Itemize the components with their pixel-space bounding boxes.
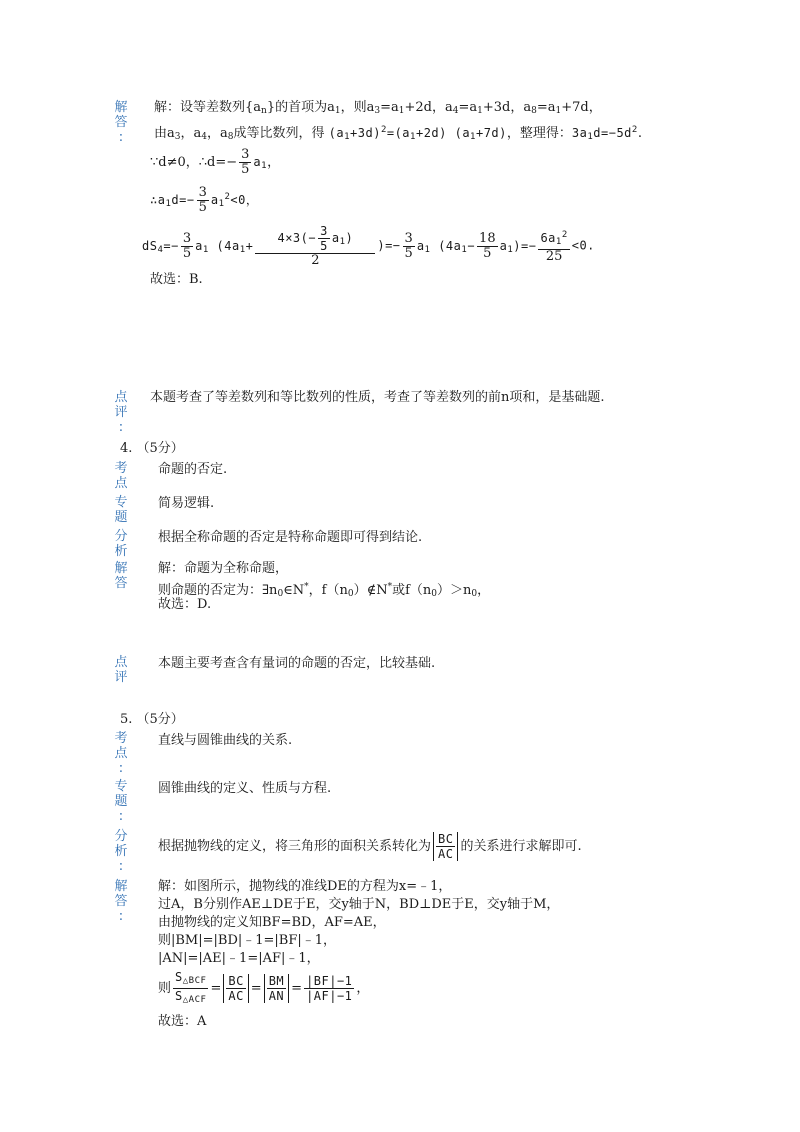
text: 1 [239,244,246,255]
label-char: 答 [114,115,128,130]
numerator [255,224,375,254]
math-expression [211,193,259,207]
text: AC [228,989,244,1003]
label-char: 考 [114,461,128,476]
text: +2d) (a [415,126,471,140]
text: + [245,238,254,253]
text: 1 [202,244,209,255]
q5-jieda-line-2: 过A，B分别作AE⊥DE于E，交y轴于N，BD⊥DE于E，交y轴于M， [158,897,560,912]
label-char: 题 [114,510,128,525]
fraction [538,228,569,264]
text: d=−5d [593,126,632,140]
text: =a [380,100,399,115]
label-char: 点 [114,746,128,761]
label-char: : [118,420,124,435]
label-jieda [113,561,129,591]
text: 1 [555,106,562,116]
text: 2 [561,230,568,240]
text: 2 [631,125,638,135]
text: 1 [477,106,483,116]
text: 3 [241,147,250,162]
text: S [175,989,183,1003]
text: 1 [587,132,594,142]
text: a [195,238,203,253]
text: 5 [198,200,207,215]
text: =a [458,100,478,115]
text: (a [328,126,345,140]
label-char: 评 [114,670,128,685]
label-fenxi [113,829,129,874]
q3-comment: 本题考查了等差数列和等比数列的性质，考查了等差数列的前n项和，是基础题. [150,390,605,405]
fraction [255,224,375,268]
fraction [223,974,248,1003]
text: 4×3(− [277,231,317,245]
math-expression [253,155,267,169]
text: 5 [241,162,250,177]
fraction [173,970,208,1007]
q4-jieda-line-3: 故选：D. [158,597,212,612]
label-char: : [118,130,124,145]
text: d=− [171,193,195,207]
text: 1 [555,237,562,247]
text: )=− [513,238,537,253]
text: 成等比数列，得 [233,126,325,141]
text: ，整理得： [506,126,572,141]
text: (4a [438,238,462,253]
text: +3d，a [482,100,532,115]
text: 1 [344,132,351,142]
q5-jieda-line-5: |AN|=|AE|﹣1=|AF|﹣1， [158,951,320,966]
text: |BF|−1 [306,974,353,988]
label-char: : [118,859,124,874]
label-kaodian [113,461,129,491]
text: 0 [431,589,438,599]
label-char: : [118,761,124,776]
label-char: 分 [114,529,128,544]
text: =− [163,238,179,253]
text: 2 [224,192,231,202]
text: △BCF [182,976,207,986]
q3-solution-line-3 [150,148,280,177]
q4-fenxi: 根据全称命题的否定是特称命题即可得到结论. [158,530,423,545]
text: 1 [218,199,225,209]
text: * [304,582,309,592]
label-char: 解 [114,879,128,894]
q5-zhuanti: 圆锥曲线的定义、性质与方程. [158,781,332,796]
q4-zhuanti: 简易逻辑. [158,496,215,511]
text: (4a [216,238,240,253]
text: * [387,582,393,592]
q4-comment: 本题主要考查含有量词的命题的否定，比较基础. [158,656,436,671]
text: 8 [531,106,537,116]
text: 6a [540,231,556,245]
text: ）∉N [353,583,388,598]
text: 4 [157,244,164,255]
label-char: : [118,909,124,924]
label-char: 答 [114,576,128,591]
text: 解：设等差数列{a [154,100,262,115]
label-zhuanti [113,779,129,824]
fraction [239,148,251,177]
text: S [175,970,183,984]
text: ）＞n [437,583,472,598]
label-char: 点 [114,390,128,405]
text: 2 [380,125,387,135]
text: 1 [334,106,341,116]
text: − [467,238,476,253]
label-char: 题 [114,794,128,809]
text: 4 [201,132,207,142]
text: 5 [320,239,328,253]
q5-jieda-line-6 [158,970,369,1007]
fraction [264,974,289,1003]
label-zhuanti [113,495,129,525]
text: a [331,231,340,245]
q4-header: 4. （5分） [120,441,184,456]
text: ) [345,231,354,245]
math-expression [572,126,638,140]
text: +7d) [475,126,507,140]
text: 3 [174,132,181,142]
label-kaodian [113,731,129,776]
text: 1 [410,132,416,142]
text: 3 [198,185,207,200]
text: AN [268,989,285,1003]
text: 的关系进行求解即可. [460,839,582,854]
text: 1 [165,199,172,209]
text: 则命题的否定为：∃n [158,583,278,598]
text: 3 [182,230,192,246]
text: 3 [320,224,328,238]
q4-jieda-line-1: 解：命题为全称命题， [158,561,289,576]
math-expression [329,126,507,140]
label-char: 解 [114,100,128,115]
label-char: 专 [114,779,128,794]
text: ，则a [340,100,375,115]
text: a [210,193,219,207]
label-char: 析 [114,844,128,859]
text: dS [142,238,158,253]
label-char: 点 [114,655,128,670]
q3-solution-line-4 [150,186,258,215]
text: ， [356,981,370,996]
math-expression [142,239,179,253]
text: BM [268,974,285,988]
text: ， [267,155,281,170]
text: 1 [461,244,468,255]
label-char: 解 [114,561,128,576]
text: <0， [230,193,259,207]
text: 5 [483,245,492,261]
text: 由a [154,126,175,141]
text: 根据抛物线的定义，将三角形的面积关系转化为 [158,839,432,854]
fraction [318,224,330,253]
text: = [210,981,222,996]
q5-jieda-line-1: 解：如图所示，抛物线的准线DE的方程为x=﹣1， [158,879,452,894]
fraction [403,232,415,261]
text: <0. [571,238,595,253]
label-dianping [113,390,129,435]
label-dianping [113,655,129,685]
text: 1 [261,161,268,171]
label-jieda [113,879,129,924]
q3-solution-line-2 [154,122,642,145]
fraction [477,232,498,261]
q4-kaodian: 命题的否定. [158,462,228,477]
text: +3d) [350,126,381,140]
q5-jieda-line-3: 由抛物线的定义知BF=BD，AF=AE， [158,915,386,930]
text: . [637,126,642,141]
text: ∵d≠0，∴d=− [150,155,238,170]
text: a [499,238,508,253]
label-char: 点 [114,476,128,491]
text: AC [438,847,454,861]
text: BC [438,832,454,846]
text: 0 [347,589,354,599]
label-jieda [113,100,129,145]
text: = [291,981,303,996]
fraction [304,974,354,1003]
text: =a [536,100,556,115]
text: +2d，a [404,100,453,115]
text: ，a [180,126,202,141]
text: 1 [507,244,514,255]
label-char: : [118,809,124,824]
q5-header: 5. （5分） [120,712,184,727]
text: 3 [404,230,413,246]
q3-solution-line-6: 故选：B. [150,272,203,287]
text: 2 [311,253,320,268]
text: =(a [386,126,411,140]
q3-solution-line-1 [154,100,602,119]
label-char: 专 [114,495,128,510]
q3-solution-line-5 [142,224,595,268]
math-expression [150,193,195,207]
math-expression [417,239,475,253]
text: 1 [470,132,476,142]
label-char: 分 [114,829,128,844]
q5-jieda-line-7: 故选：A [158,1014,207,1029]
text: +7d， [561,100,602,115]
text: = [250,981,262,996]
text: 1 [424,244,431,255]
text: 25 [545,249,563,264]
text: 3 [374,106,381,116]
text: 0 [277,589,284,599]
label-char: 考 [114,731,128,746]
label-char: 析 [114,544,128,559]
text: a [253,155,262,169]
text: 1 [398,106,405,116]
label-char: 评 [114,405,128,420]
numerator [173,970,208,989]
text: 则 [158,981,172,996]
text: ∴a [150,193,166,207]
text: BC [228,974,244,988]
text: ， [477,583,491,598]
fraction [197,186,209,215]
text: )=− [377,238,401,253]
text: 18 [479,230,496,246]
text: |AF|−1 [306,989,353,1003]
text: a [416,238,425,253]
text: ∈N [283,583,305,598]
denominator [173,989,208,1007]
math-expression [195,239,253,253]
numerator [538,228,569,250]
text: 或f（n [392,583,432,598]
text: 4 [452,106,459,116]
text: }的首项为a [266,100,335,115]
text: 5 [182,245,192,261]
text: 3a [571,126,588,140]
q5-jieda-line-4: 则|BM|=|BD|﹣1=|BF|﹣1， [158,933,337,948]
text: ，f（n [308,583,348,598]
fraction [433,832,458,861]
q5-fenxi [158,832,582,861]
text: 5 [404,245,413,261]
text: △ACF [182,995,207,1005]
text: 8 [227,132,234,142]
math-expression [500,239,537,253]
text: n [261,106,267,116]
fraction [181,232,193,261]
q5-kaodian: 直线与圆锥曲线的关系. [158,733,293,748]
label-char: 答 [114,894,128,909]
text: ，a [207,126,228,141]
text: 0 [471,589,478,599]
text: 1 [339,237,346,247]
label-fenxi [113,529,129,559]
